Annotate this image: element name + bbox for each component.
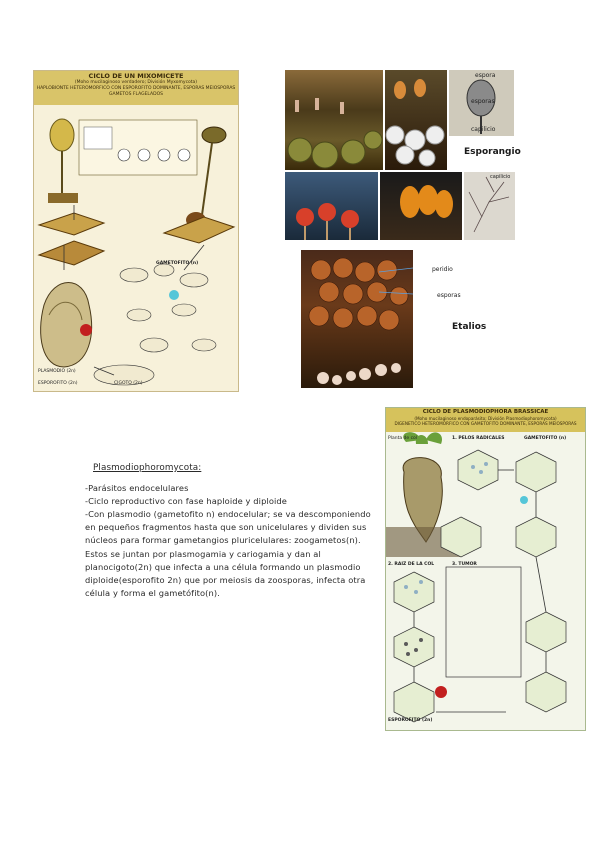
esporas-label-2: esporas <box>437 292 461 299</box>
espora-label: espora <box>475 72 496 79</box>
photo-sporangia-1 <box>285 70 383 170</box>
tumor-label: 3. TUMOR <box>452 562 477 567</box>
figure2-title: CICLO DE PLASMODIOPHORA BRASSICAE <box>422 409 549 415</box>
plasmodiophoromycota-description <box>85 462 375 600</box>
photo-capillitium <box>464 172 515 240</box>
text-line: -Parásitos endocelulares <box>85 483 189 494</box>
gametofito-label-2: GAMETOFITO (n) <box>524 436 567 441</box>
esporofito-label-2: ESPOROFITO (2n) <box>388 718 433 723</box>
figure1-title: CICLO DE UN MIXOMICETE <box>88 72 184 80</box>
esporangio-label: Esporangio <box>464 147 521 157</box>
raiz-label: 2. RAIZ DE LA COL <box>388 562 435 567</box>
text-line: célula y forma el gametófito(n). <box>85 587 220 598</box>
text-line: planocigoto(2n) que infecta a una célula formando un plasmodio <box>85 561 361 572</box>
peridio-label: peridio <box>432 266 453 273</box>
pelos-radicales-label: 1. PELOS RADICALES <box>452 436 505 441</box>
figure1-header <box>34 71 238 105</box>
esporas-label: esporas <box>471 98 495 105</box>
capilicio-label-2: capilicio <box>490 174 511 180</box>
etalios-label: Etalios <box>452 322 487 332</box>
photo-orange-sporangia <box>380 172 462 240</box>
photo-red-sporangia <box>285 172 378 240</box>
photo-esporangio-diagram <box>449 70 514 136</box>
text-line: en pequeños fragmentos hasta que son unicelulares y dividen sus <box>85 522 367 533</box>
capilicio-label: capilicio <box>471 126 496 133</box>
figure1-subtitle: (Moho mucilaginoso verdadero; División Myxomycota) HAPLOBIONTE HETEROMORFICO CON ESPOROFITO DOMINANTE, ESPORAS MEIOSPORAS GAMETOS FLAGELADOS <box>36 80 236 97</box>
text-line: Estos se juntan por plasmogamia y cariogamia y dan al <box>85 548 321 559</box>
gametofito-label: GAMETOFITO (n) <box>156 261 199 266</box>
figure2-illustration <box>386 432 585 730</box>
myxomycete-life-cycle-figure <box>33 70 239 392</box>
figure2-subtitle: (Moho mucilaginoso endoparásito; División Plasmodiophoromycota) DIGENETICO HETEROMORFICO CON GAMETOFITO DOMINANTE, ESPORAS MEIOSPORAS <box>394 416 577 426</box>
figure1-illustration <box>34 105 238 391</box>
section-heading: Plasmodiophoromycota: <box>93 463 202 473</box>
photo-aethalium <box>301 250 413 388</box>
planta-label: Planta de col <box>388 436 418 441</box>
figure2-header <box>386 408 585 432</box>
photo-sporangia-2 <box>385 70 447 170</box>
plasmodio-label: PLASMODIO (2n) <box>38 369 76 374</box>
plasmodiophora-life-cycle-figure <box>385 407 586 731</box>
esporofito-label: ESPOROFITO (2n) <box>38 381 78 386</box>
text-line: -Ciclo reproductivo con fase haploide y diploide <box>85 496 287 507</box>
text-line: diploide(esporofito 2n) que por meiosis da zoosporas, infecta otra <box>85 574 366 585</box>
text-line: -Con plasmodio (gametofito n) endocelular; se va descomponiendo <box>85 509 371 520</box>
cigoto-label: CIGOTO (2n) <box>114 381 143 386</box>
text-line: núcleos para formar gametangios pluricelulares: zoogametos(n). <box>85 535 361 546</box>
